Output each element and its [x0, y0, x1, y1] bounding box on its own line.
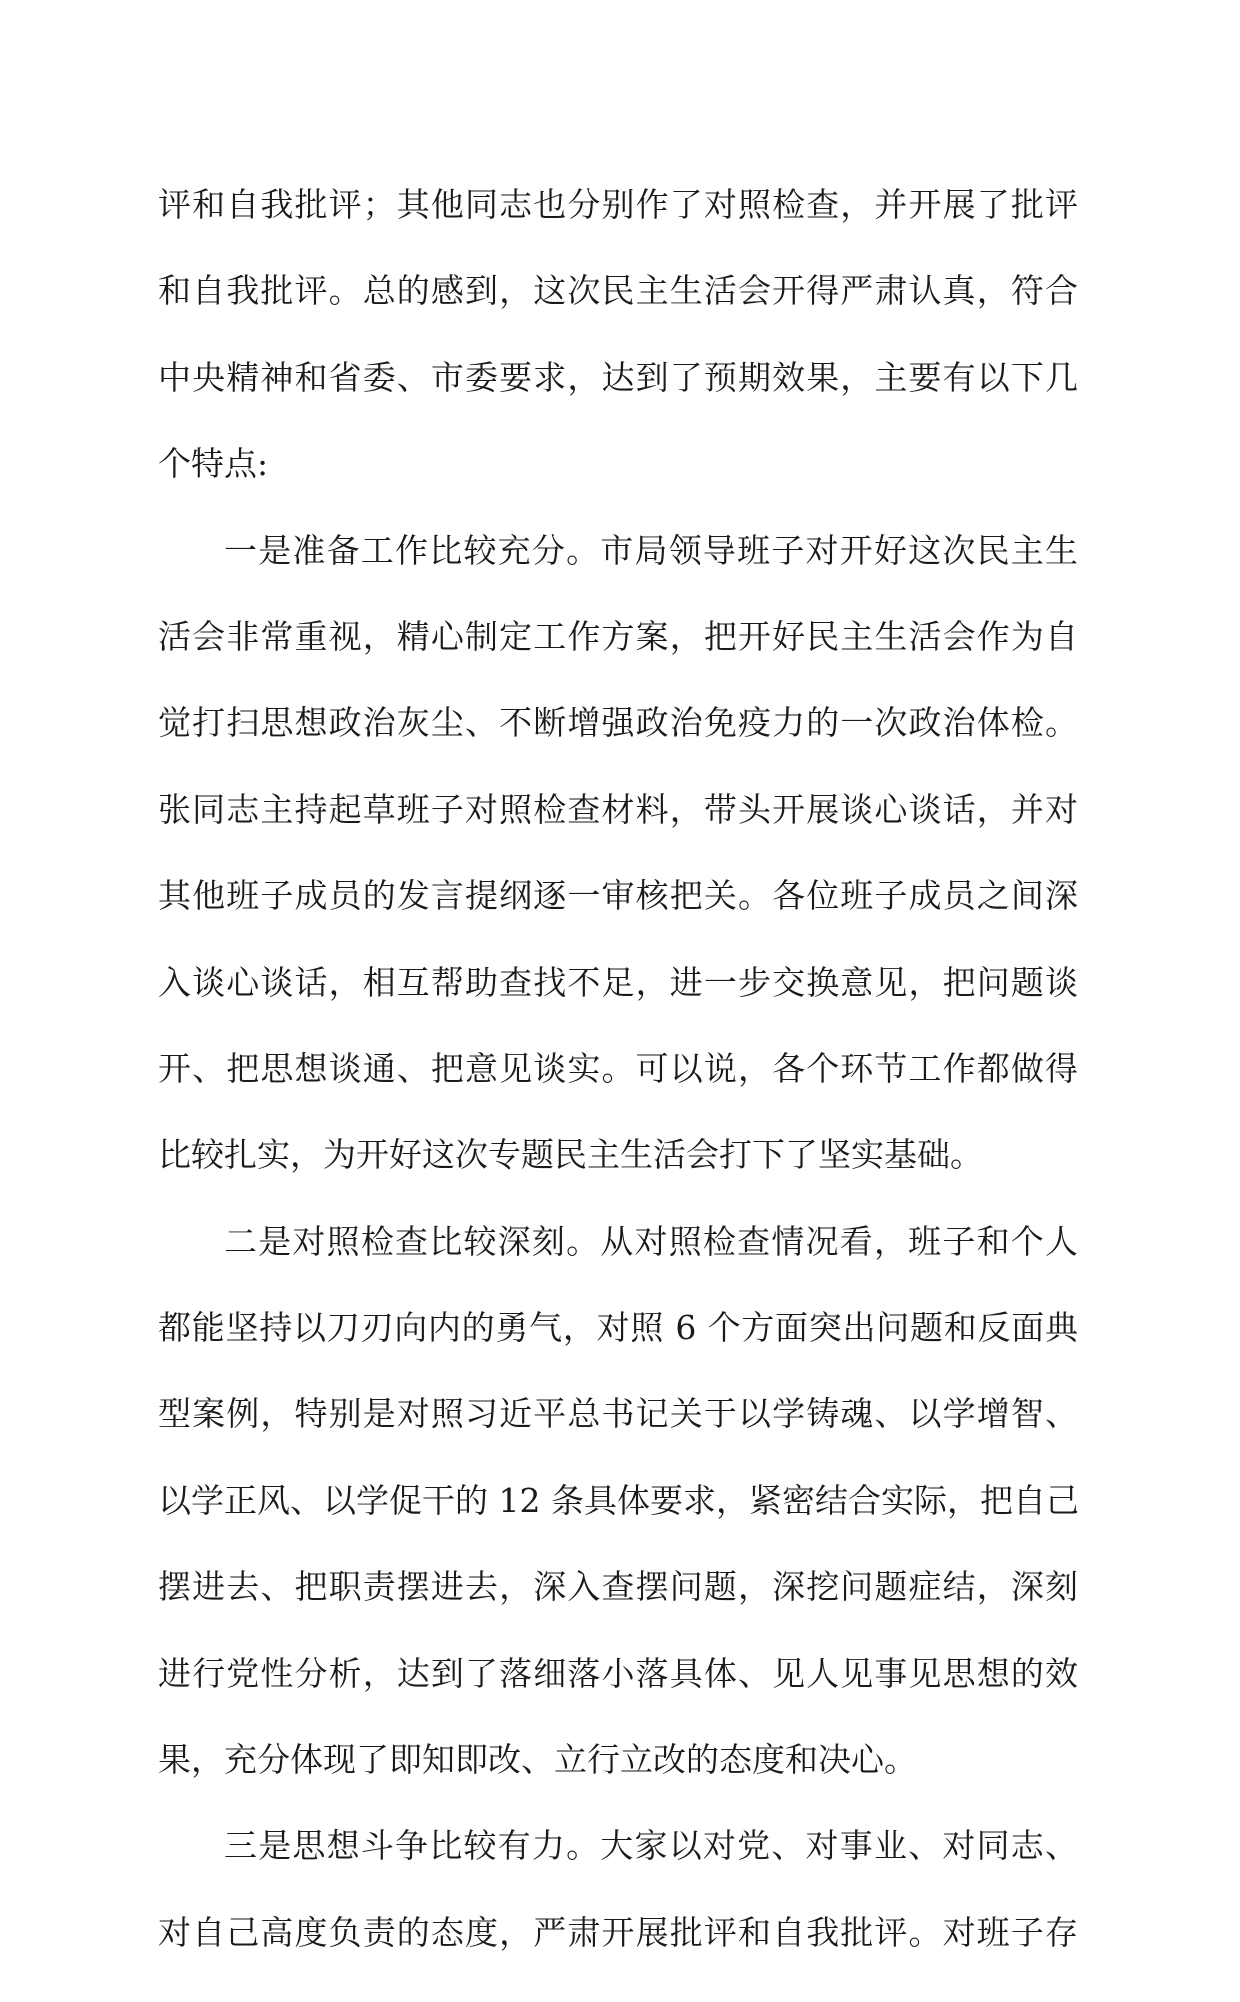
text-line-15: 型案例，特别是对照习近平总书记关于以学铸魂、以学增智、 — [158, 1394, 1078, 1434]
text-line-18: 进行党性分析，达到了落细落小落具体、见人见事见思想的效 — [158, 1653, 1078, 1693]
paragraph-1-start: 一是准备工作比较充分。市局领导班子对开好这次民主生 — [224, 530, 1078, 570]
text-line-14: 都能坚持以刀刃向内的勇气，对照 6 个方面突出问题和反面典 — [158, 1308, 1078, 1348]
text-line-10: 入谈心谈话，相互帮助查找不足，进一步交换意见，把问题谈 — [158, 962, 1078, 1002]
text-line-6: 活会非常重视，精心制定工作方案，把开好民主生活会作为自 — [158, 616, 1078, 656]
text-line-8: 张同志主持起草班子对照检查材料，带头开展谈心谈话，并对 — [158, 789, 1078, 829]
text-line-16: 以学正风、以学促干的 12 条具体要求，紧密结合实际，把自己 — [158, 1480, 1079, 1520]
text-line-17: 摆进去、把职责摆进去，深入查摆问题，深挖问题症结，深刻 — [158, 1567, 1078, 1607]
text-line-21: 对自己高度负责的态度，严肃开展批评和自我批评。对班子存 — [158, 1912, 1078, 1952]
text-line-19: 果，充分体现了即知即改、立行立改的态度和决心。 — [158, 1740, 917, 1780]
text-line-2: 和自我批评。总的感到，这次民主生活会开得严肃认真，符合 — [158, 271, 1078, 311]
text-line-3: 中央精神和省委、市委要求，达到了预期效果，主要有以下几 — [158, 357, 1078, 397]
text-line-12: 比较扎实，为开好这次专题民主生活会打下了坚实基础。 — [158, 1135, 983, 1175]
paragraph-3-start: 三是思想斗争比较有力。大家以对党、对事业、对同志、 — [224, 1826, 1078, 1866]
text-line-11: 开、把思想谈通、把意见谈实。可以说，各个环节工作都做得 — [158, 1048, 1078, 1088]
paragraph-2-start: 二是对照检查比较深刻。从对照检查情况看，班子和个人 — [224, 1221, 1078, 1261]
text-line-1: 评和自我批评；其他同志也分别作了对照检查，并开展了批评 — [158, 185, 1078, 224]
text-line-4: 个特点: — [158, 444, 269, 484]
text-line-7: 觉打扫思想政治灰尘、不断增强政治免疫力的一次政治体检。 — [158, 703, 1078, 743]
text-line-9: 其他班子成员的发言提纲逐一审核把关。各位班子成员之间深 — [158, 876, 1078, 916]
body-text — [158, 185, 1079, 2002]
